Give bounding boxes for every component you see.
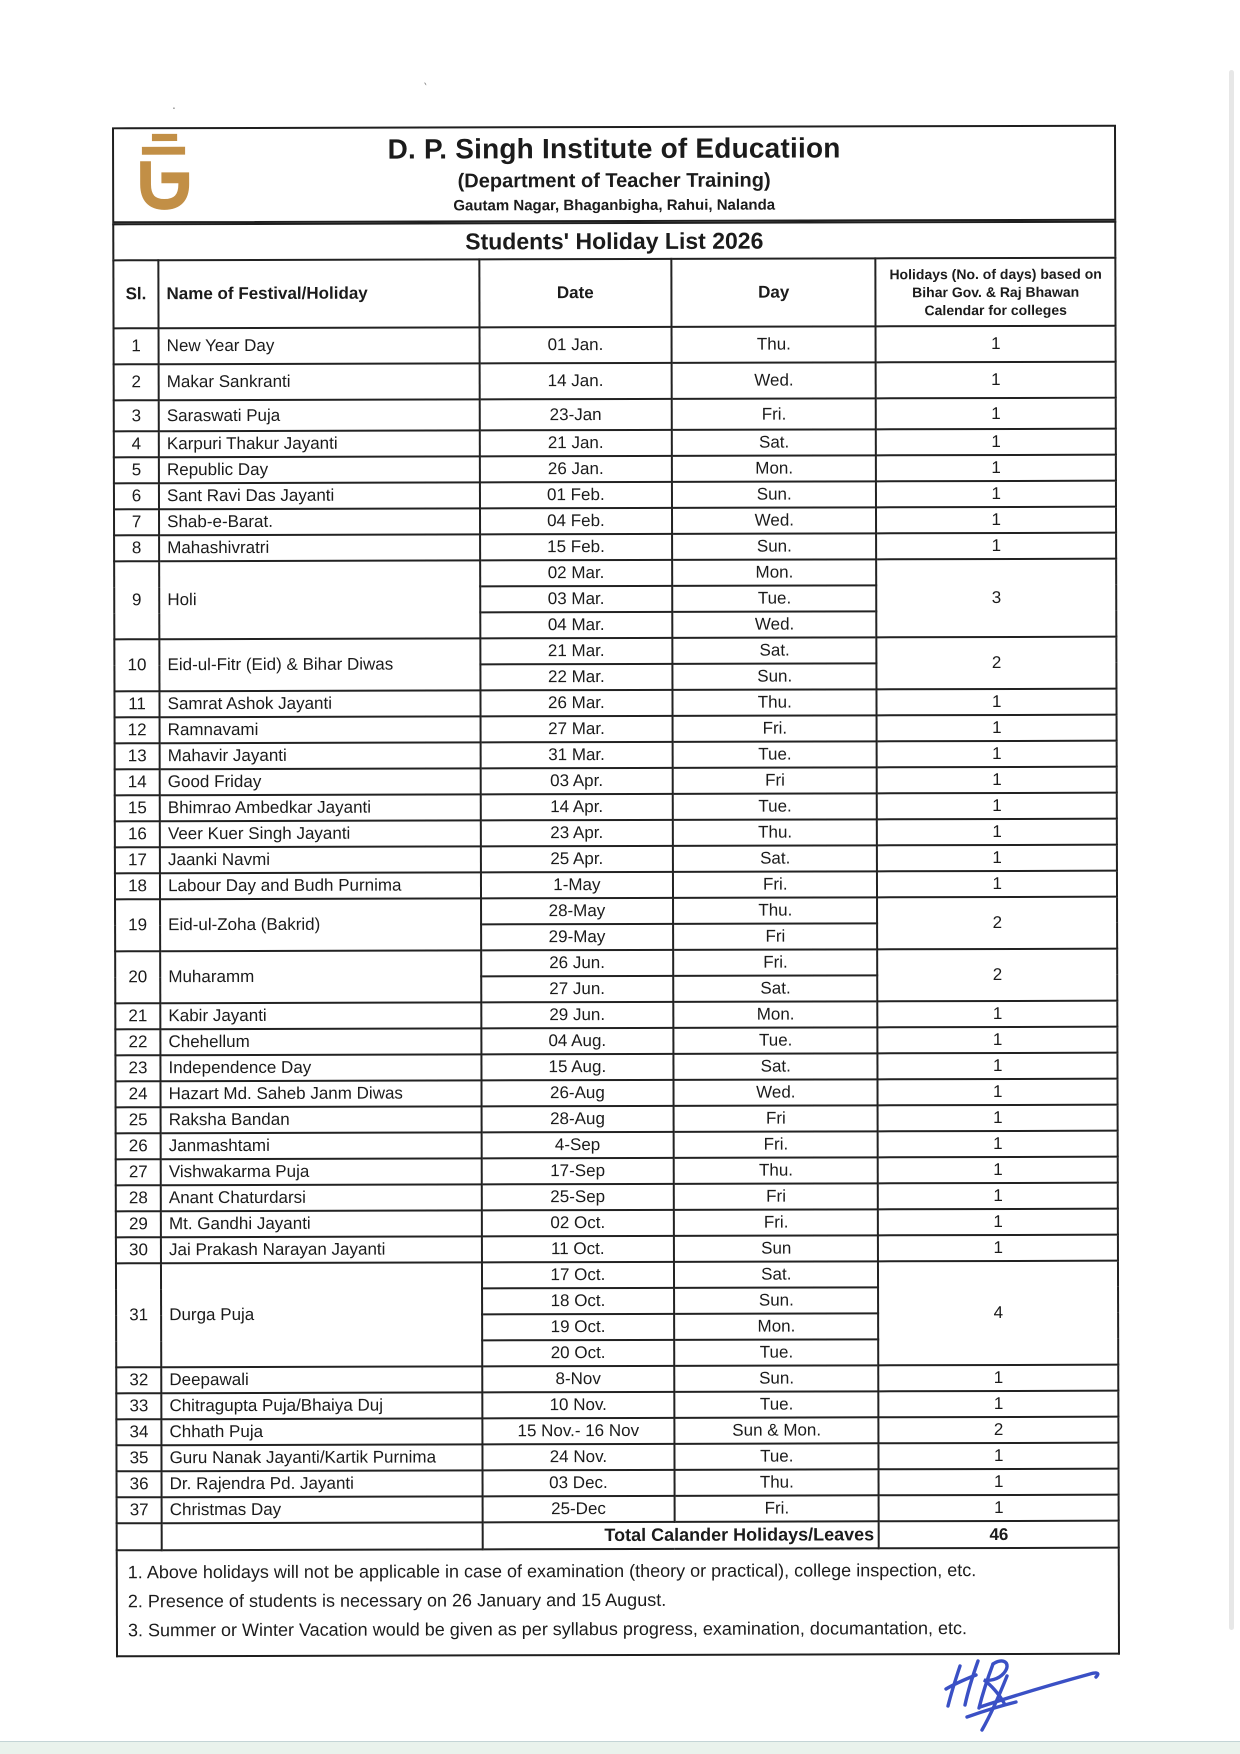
date-cell: 23 Apr. (481, 820, 673, 847)
holiday-row (115, 819, 1117, 848)
day-cell: Wed. (674, 1079, 878, 1106)
days-count-cell: 1 (879, 1469, 1119, 1496)
days-count-cell: 1 (876, 326, 1116, 363)
festival-name-cell: Eid-ul-Zoha (Bakrid) (160, 898, 481, 951)
festival-name-cell: Chehellum (160, 1028, 481, 1055)
day-cell: Fri (674, 1183, 878, 1210)
date-cell: 1-May (481, 872, 673, 899)
festival-name-cell: Durga Puja (161, 1262, 482, 1367)
date-cell: 04 Aug. (481, 1028, 673, 1055)
days-count-cell: 1 (879, 1365, 1119, 1392)
date-cell: 8-Nov (482, 1366, 674, 1393)
holiday-row (115, 871, 1117, 900)
festival-name-cell: Hazart Md. Saheb Janm Diwas (161, 1080, 482, 1107)
day-cell: Sun (674, 1235, 878, 1262)
days-count-cell: 1 (877, 715, 1117, 742)
days-count-cell: 1 (878, 1209, 1118, 1236)
sl-cell: 17 (115, 847, 160, 873)
sl-cell: 26 (116, 1133, 161, 1159)
day-cell: Tue. (674, 1339, 878, 1366)
sl-cell: 33 (116, 1393, 161, 1419)
day-cell: Mon. (672, 455, 876, 482)
festival-name-cell: Makar Sankranti (159, 363, 480, 400)
festival-name-cell: Raksha Bandan (161, 1106, 482, 1133)
page-edge-shadow (1229, 70, 1234, 1630)
sl-cell: 32 (116, 1367, 161, 1393)
days-count-cell: 1 (878, 1157, 1118, 1184)
holiday-row (115, 767, 1117, 796)
sl-cell: 24 (115, 1081, 160, 1107)
holiday-row (116, 1183, 1118, 1212)
page-title: Students' Holiday List 2026 (465, 227, 764, 254)
day-cell: Fri. (673, 871, 877, 898)
day-cell: Sat. (674, 1261, 878, 1288)
holiday-row (114, 507, 1116, 536)
list-title-band (112, 221, 1116, 260)
days-count-cell: 1 (879, 1391, 1119, 1418)
days-count-cell: 1 (878, 1053, 1118, 1080)
day-cell: Tue. (672, 585, 876, 612)
holiday-row (115, 897, 1117, 926)
days-count-cell: 1 (878, 1183, 1118, 1210)
footnote-2: 2. Presence of students is necessary on 26 January and 15 August. (127, 1589, 667, 1612)
days-count-cell: 1 (876, 507, 1116, 534)
festival-name-cell: Independence Day (161, 1054, 482, 1081)
date-cell: 18 Oct. (482, 1288, 674, 1315)
date-cell: 31 Mar. (480, 742, 672, 769)
sl-cell: 6 (114, 483, 159, 509)
date-cell: 28-Aug (481, 1106, 673, 1133)
holiday-row (115, 1079, 1117, 1108)
sl-cell: 31 (116, 1263, 161, 1367)
sl-cell: 14 (115, 769, 160, 795)
sl-cell: 29 (116, 1211, 161, 1237)
date-cell: 15 Nov.- 16 Nov (482, 1418, 674, 1445)
sl-cell: 11 (114, 691, 159, 717)
days-count-cell: 1 (876, 362, 1116, 399)
date-cell: 26 Mar. (480, 690, 672, 717)
festival-name-cell: Republic Day (159, 456, 480, 483)
sl-cell: 25 (116, 1107, 161, 1133)
day-cell: Sat. (673, 975, 877, 1002)
col-header-holidays: Holidays (No. of days) based on Bihar Gov. & Raj Bhawan Calendar for colleges (876, 258, 1116, 327)
days-count-cell: 1 (877, 871, 1117, 898)
festival-name-cell: Jaanki Navmi (160, 846, 481, 873)
date-cell: 15 Aug. (481, 1054, 673, 1081)
holiday-row (116, 1235, 1118, 1264)
date-cell: 24 Nov. (482, 1444, 674, 1471)
days-count-cell: 1 (878, 1079, 1118, 1106)
days-count-cell: 1 (879, 1443, 1119, 1470)
sl-cell: 15 (115, 795, 160, 821)
days-count-cell: 1 (879, 1495, 1119, 1522)
days-count-cell: 1 (877, 845, 1117, 872)
holiday-row (116, 1261, 1118, 1290)
col-header-date: Date (479, 259, 672, 328)
days-count-cell: 1 (877, 533, 1117, 560)
holiday-row (115, 1001, 1117, 1030)
days-count-cell: 3 (877, 559, 1117, 638)
sl-cell: 10 (114, 639, 159, 691)
date-cell: 04 Mar. (480, 612, 672, 639)
day-cell: Thu. (672, 326, 876, 363)
festival-name-cell: Kabir Jayanti (160, 1002, 481, 1029)
days-count-cell: 2 (878, 949, 1118, 1002)
holiday-row (115, 845, 1117, 874)
date-cell: 11 Oct. (482, 1236, 674, 1263)
holiday-row (115, 1053, 1117, 1082)
holiday-row (115, 741, 1117, 770)
holiday-row (116, 1131, 1118, 1160)
holiday-row (114, 559, 1116, 588)
holiday-row (115, 715, 1117, 744)
holiday-row (114, 481, 1116, 510)
day-cell: Thu. (673, 897, 877, 924)
scanner-bed-edge (0, 1741, 1240, 1754)
signature-scribble (938, 1648, 1123, 1736)
festival-name-cell: Veer Kuer Singh Jayanti (160, 820, 481, 847)
day-cell: Sun. (672, 481, 876, 508)
holiday-row (114, 455, 1116, 484)
days-count-cell: 1 (876, 455, 1116, 482)
sl-cell: 30 (116, 1237, 161, 1263)
col-header-day: Day (671, 258, 876, 327)
day-cell: Mon. (673, 1001, 877, 1028)
date-cell: 25 Apr. (481, 846, 673, 873)
date-cell: 03 Dec. (482, 1470, 674, 1497)
day-cell: Tue. (673, 741, 877, 768)
sl-cell: 28 (116, 1185, 161, 1211)
date-cell: 10 Nov. (482, 1392, 674, 1419)
days-count-cell: 1 (878, 1105, 1118, 1132)
sl-cell: 20 (115, 951, 160, 1003)
days-count-cell: 1 (878, 1001, 1118, 1028)
holiday-row (116, 1157, 1118, 1186)
holiday-row (115, 1027, 1117, 1056)
day-cell: Sun. (672, 533, 876, 560)
letterhead (112, 125, 1116, 224)
festival-name-cell: Eid-ul-Fitr (Eid) & Bihar Diwas (159, 638, 480, 691)
sl-cell: 34 (116, 1419, 161, 1445)
footnote-1: 1. Above holidays will not be applicable in case of examination (theory or practical), college inspection, etc. (127, 1560, 977, 1583)
festival-name-cell: Mahavir Jayanti (160, 742, 481, 769)
festival-name-cell: New Year Day (159, 327, 480, 364)
day-cell: Fri (673, 767, 877, 794)
days-count-cell: 1 (877, 793, 1117, 820)
sl-cell: 35 (116, 1445, 161, 1471)
day-cell: Fri. (673, 949, 877, 976)
date-cell: 20 Oct. (482, 1340, 674, 1367)
day-cell: Sun & Mon. (674, 1417, 878, 1444)
festival-name-cell: Sant Ravi Das Jayanti (159, 482, 480, 509)
date-cell: 25-Dec (482, 1496, 674, 1523)
date-cell: 29 Jun. (481, 1002, 673, 1029)
festival-name-cell: Labour Day and Budh Purnima (160, 872, 481, 899)
holiday-row (116, 1443, 1118, 1472)
date-cell: 26 Jun. (481, 950, 673, 977)
day-cell: Fri (673, 923, 877, 950)
sl-cell: 2 (114, 364, 159, 400)
festival-name-cell: Karpuri Thakur Jayanti (159, 430, 480, 457)
festival-name-cell: Jai Prakash Narayan Jayanti (161, 1236, 482, 1263)
department-line: (Department of Teacher Training) (457, 169, 771, 193)
name-cell-empty (162, 1522, 483, 1550)
festival-name-cell: Samrat Ashok Jayanti (160, 690, 481, 717)
day-cell: Tue. (673, 1027, 877, 1054)
sl-cell: 18 (115, 873, 160, 899)
festival-name-cell: Anant Chaturdarsi (161, 1184, 482, 1211)
day-cell: Wed. (672, 611, 876, 638)
festival-name-cell: Saraswati Puja (159, 399, 480, 431)
date-cell: 19 Oct. (482, 1314, 674, 1341)
date-cell: 27 Jun. (481, 976, 673, 1003)
footnotes-box (116, 1549, 1120, 1658)
holiday-row (114, 398, 1116, 432)
institute-name: D. P. Singh Institute of Educatiion (387, 132, 841, 165)
holiday-row (116, 1391, 1118, 1420)
date-cell: 14 Apr. (480, 794, 672, 821)
holiday-row (114, 637, 1116, 666)
sl-cell: 22 (115, 1029, 160, 1055)
sl-cell: 37 (117, 1497, 162, 1523)
festival-name-cell: Vishwakarma Puja (161, 1158, 482, 1185)
day-cell: Sun. (672, 663, 876, 690)
day-cell: Fri. (675, 1495, 879, 1522)
date-cell: 17-Sep (481, 1158, 673, 1185)
day-cell: Tue. (674, 1391, 878, 1418)
days-count-cell: 2 (879, 1417, 1119, 1444)
address-line: Gautam Nagar, Bhaganbigha, Rahui, Nalanda (453, 196, 776, 215)
holiday-row (115, 793, 1117, 822)
day-cell: Fri (674, 1105, 878, 1132)
total-value: 46 (879, 1521, 1119, 1549)
day-cell: Fri. (674, 1131, 878, 1158)
holiday-row (117, 1469, 1119, 1498)
days-count-cell: 1 (878, 1235, 1118, 1262)
days-count-cell: 1 (876, 429, 1116, 456)
day-cell: Thu. (675, 1469, 879, 1496)
holiday-row (114, 326, 1116, 365)
days-count-cell: 1 (878, 1027, 1118, 1054)
sl-cell: 19 (115, 899, 160, 951)
day-cell: Sat. (672, 637, 876, 664)
date-cell: 25-Sep (481, 1184, 673, 1211)
date-cell: 17 Oct. (482, 1262, 674, 1289)
festival-name-cell: Bhimrao Ambedkar Jayanti (160, 794, 481, 821)
day-cell: Wed. (672, 507, 876, 534)
days-count-cell: 1 (877, 741, 1117, 768)
days-count-cell: 2 (878, 897, 1118, 950)
festival-name-cell: Muharamm (160, 950, 481, 1003)
holiday-row (117, 1495, 1119, 1524)
day-cell: Sat. (673, 845, 877, 872)
date-cell: 23-Jan (479, 399, 671, 431)
date-cell: 04 Feb. (480, 508, 672, 535)
festival-name-cell: Mt. Gandhi Jayanti (161, 1210, 482, 1237)
holiday-row (114, 362, 1116, 401)
day-cell: Fri. (673, 715, 877, 742)
col-header-name: Name of Festival/Holiday (158, 259, 479, 328)
date-cell: 26 Jan. (480, 456, 672, 483)
total-row (117, 1521, 1119, 1551)
days-count-cell: 4 (878, 1261, 1118, 1366)
day-cell: Wed. (672, 362, 876, 399)
date-cell: 21 Jan. (479, 430, 671, 457)
festival-name-cell: Mahashivratri (159, 534, 480, 561)
scan-artifact-tick: ` (420, 79, 429, 97)
festival-name-cell: Dr. Rajendra Pd. Jayanti (162, 1470, 483, 1497)
institute-logo-icon (126, 133, 198, 215)
day-cell: Mon. (672, 559, 876, 586)
day-cell: Sun. (674, 1365, 878, 1392)
day-cell: Mon. (674, 1313, 878, 1340)
holiday-row (114, 533, 1116, 562)
sl-cell: 8 (114, 535, 159, 561)
date-cell: 4-Sep (481, 1132, 673, 1159)
col-header-sl: Sl. (113, 260, 158, 328)
date-cell: 02 Mar. (480, 560, 672, 587)
sl-cell: 16 (115, 821, 160, 847)
date-cell: 03 Apr. (480, 768, 672, 795)
festival-name-cell: Chitragupta Puja/Bhaiya Duj (161, 1392, 482, 1419)
festival-name-cell: Guru Nanak Jayanti/Kartik Purnima (162, 1444, 483, 1471)
days-count-cell: 1 (876, 481, 1116, 508)
date-cell: 29-May (481, 924, 673, 951)
sl-cell: 5 (114, 457, 159, 483)
date-cell: 27 Mar. (480, 716, 672, 743)
days-count-cell: 1 (877, 819, 1117, 846)
festival-name-cell: Holi (159, 560, 480, 639)
holiday-row (115, 949, 1117, 978)
days-count-cell: 2 (877, 637, 1117, 690)
sl-cell: 7 (114, 509, 159, 535)
day-cell: Thu. (673, 819, 877, 846)
holiday-row (114, 689, 1116, 718)
holiday-row (116, 1105, 1118, 1134)
day-cell: Sat. (674, 1053, 878, 1080)
total-label: Total Calander Holidays/Leaves (482, 1521, 879, 1549)
festival-name-cell: Deepawali (161, 1366, 482, 1393)
festival-name-cell: Shab-e-Barat. (159, 508, 480, 535)
day-cell: Tue. (673, 793, 877, 820)
day-cell: Sat. (672, 429, 876, 456)
table-header-row (113, 258, 1115, 329)
festival-name-cell: Good Friday (160, 768, 481, 795)
holiday-row (114, 429, 1116, 458)
sl-cell: 3 (114, 400, 159, 431)
sl-cell: 1 (114, 328, 159, 364)
date-cell: 03 Mar. (480, 586, 672, 613)
footnote-3: 3. Summer or Winter Vacation would be given as per syllabus progress, examination, documantation, etc. (127, 1618, 968, 1641)
scanned-holiday-list-page (112, 125, 1120, 1658)
sl-cell-empty (117, 1523, 162, 1550)
holiday-row (116, 1417, 1118, 1446)
days-count-cell: 1 (876, 398, 1116, 430)
sl-cell: 21 (115, 1003, 160, 1029)
date-cell: 01 Jan. (479, 327, 671, 364)
day-cell: Thu. (674, 1157, 878, 1184)
date-cell: 15 Feb. (480, 534, 672, 561)
day-cell: Fri. (674, 1209, 878, 1236)
day-cell: Sun. (674, 1287, 878, 1314)
days-count-cell: 1 (877, 767, 1117, 794)
date-cell: 02 Oct. (482, 1210, 674, 1237)
sl-cell: 12 (115, 717, 160, 743)
festival-name-cell: Christmas Day (162, 1496, 483, 1523)
sl-cell: 13 (115, 743, 160, 769)
sl-cell: 9 (114, 561, 159, 639)
sl-cell: 36 (117, 1471, 162, 1497)
day-cell: Tue. (675, 1443, 879, 1470)
day-cell: Fri. (672, 398, 876, 430)
festival-name-cell: Janmashtami (161, 1132, 482, 1159)
date-cell: 26-Aug (481, 1080, 673, 1107)
festival-name-cell: Ramnavami (160, 716, 481, 743)
sl-cell: 4 (114, 431, 159, 457)
sl-cell: 23 (115, 1055, 160, 1081)
date-cell: 14 Jan. (479, 363, 671, 400)
date-cell: 01 Feb. (480, 482, 672, 509)
date-cell: 22 Mar. (480, 664, 672, 691)
days-count-cell: 1 (877, 689, 1117, 716)
festival-name-cell: Chhath Puja (161, 1418, 482, 1445)
sl-cell: 27 (116, 1159, 161, 1185)
days-count-cell: 1 (878, 1131, 1118, 1158)
date-cell: 28-May (481, 898, 673, 925)
holiday-row (116, 1209, 1118, 1238)
holiday-row (116, 1365, 1118, 1394)
date-cell: 21 Mar. (480, 638, 672, 665)
holiday-table (112, 257, 1119, 1552)
day-cell: Thu. (673, 689, 877, 716)
scan-artifact-dot: . (172, 96, 176, 112)
